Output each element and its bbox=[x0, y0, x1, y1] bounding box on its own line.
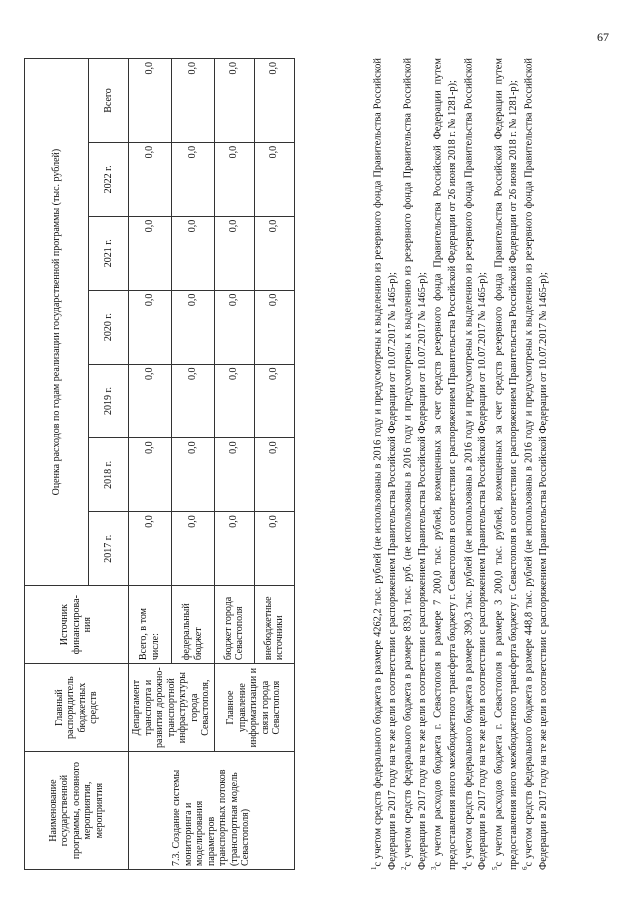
footnote bbox=[370, 58, 400, 870]
value-cell: 0,0 bbox=[171, 512, 214, 586]
executor-cell: Главное управление информатизации и связи города Севастополя bbox=[214, 664, 294, 752]
page-number: 67 bbox=[597, 30, 609, 44]
source-cell: федеральный бюджет bbox=[171, 586, 214, 664]
header-source: Источник финансирова-ния bbox=[25, 586, 129, 664]
value-cell: 0,0 bbox=[129, 512, 172, 586]
value-cell: 0,0 bbox=[254, 290, 294, 364]
value-cell: 0,0 bbox=[129, 290, 172, 364]
value-cell: 0,0 bbox=[171, 216, 214, 290]
value-cell: 0,0 bbox=[214, 290, 254, 364]
value-cell: 0,0 bbox=[171, 142, 214, 216]
value-cell: 0,0 bbox=[214, 216, 254, 290]
value-cell: 0,0 bbox=[129, 59, 172, 143]
footnote-text: с учетом средств федерального бюджета в размере 839,1 тыс. руб. (не использованы в 2016 году и предусмотрены к выделению из резервного фонда Правительства Российской Федерации в 2017 году на те же цели в соответствии с распоряжением Правительства Российской Федерации от 10.07.2017 № 1465-р); bbox=[402, 58, 429, 870]
value-cell: 0,0 bbox=[254, 216, 294, 290]
value-cell: 0,0 bbox=[214, 438, 254, 512]
source-cell: Всего, в том числе: bbox=[129, 586, 172, 664]
value-cell: 0,0 bbox=[171, 59, 214, 143]
value-cell: 0,0 bbox=[254, 59, 294, 143]
footnote-mark: 1 bbox=[370, 866, 378, 870]
source-cell: бюджет города Севастополя bbox=[214, 586, 254, 664]
footnote bbox=[430, 58, 460, 870]
header-year: 2021 г. bbox=[89, 216, 129, 290]
value-cell: 0,0 bbox=[214, 142, 254, 216]
value-cell: 0,0 bbox=[171, 364, 214, 438]
footnote-mark: 6 bbox=[520, 866, 529, 870]
program-cell: 7.3. Создание системы мониторинга и моделирования параметров транспортных потоков (транспортная модель Севастополя) bbox=[129, 752, 295, 870]
footnote-mark: 4 bbox=[460, 866, 469, 870]
value-cell: 0,0 bbox=[129, 364, 172, 438]
footnote-text: с учетом средств федерального бюджета в размере 390,3 тыс. рублей (не использованы в 2016 году и предусмотрены к выделению из резервного фонда Правительства Российской Федерации в 2017 году на те же цели в соответствии с распоряжением Правительства Российской Федерации от 10.07.2017 № 1465-р); bbox=[463, 58, 489, 870]
header-total: Всего bbox=[89, 59, 129, 143]
header-year: 2020 г. bbox=[89, 290, 129, 364]
value-cell: 0,0 bbox=[214, 364, 254, 438]
value-cell: 0,0 bbox=[214, 59, 254, 143]
header-year: 2019 г. bbox=[89, 364, 129, 438]
footnote-text: с учетом средств федерального бюджета в размере 448,8 тыс. рублей (не использованы в 2016 году и предусмотрены к выделению из резервного фонда Правительства Российской Федерации в 2017 году на те же цели в соответствии с распоряжением Правительства Российской Федерации от 10.07.2017 № 1465-р); bbox=[523, 58, 549, 870]
table-row bbox=[214, 59, 254, 870]
rotated-landscape-page bbox=[18, 52, 618, 882]
footnote-mark: 3 bbox=[430, 866, 439, 870]
footnote-text: с учетом расходов бюджета г. Севастополя в размере 3 200,0 тыс. рублей, возмещенных за счет средств резервного фонда Правительства Российской Федерации путем предоставления иного межбюджетного трансферта бюджету г. Севастополя в соответствии с распоряжением Правительства Российской Федерации от 26 июня 2018 г. № 1281-р); bbox=[493, 58, 519, 870]
header-year: 2018 г. bbox=[89, 438, 129, 512]
value-cell: 0,0 bbox=[254, 512, 294, 586]
value-cell: 0,0 bbox=[171, 438, 214, 512]
value-cell: 0,0 bbox=[254, 364, 294, 438]
footnote-text: с учетом расходов бюджета г. Севастополя в размере 7 200,0 тыс. рублей, возмещенных за счет средств резервного фонда Правительства Российской Федерации путем предоставления иного межбюджетного трансферта бюджету г. Севастополя в соответствии с распоряжением Правительства Российской Федерации от 26 июня 2018 г. № 1281-р); bbox=[432, 58, 459, 870]
header-group: Оценка расходов по годам реализации государственной программы (тыс. рублей) bbox=[25, 59, 89, 586]
value-cell: 0,0 bbox=[129, 438, 172, 512]
footnotes bbox=[370, 58, 551, 870]
footnote-mark: 5 bbox=[490, 866, 499, 870]
value-cell: 0,0 bbox=[129, 142, 172, 216]
table-row bbox=[129, 59, 172, 870]
executor-cell: Департамент транспорта и развития дорожно-транспортной инфраструктуры города Севастополя, bbox=[129, 664, 215, 752]
value-cell: 0,0 bbox=[254, 142, 294, 216]
header-year: 2022 г. bbox=[89, 142, 129, 216]
source-cell: внебюджетные источники bbox=[254, 586, 294, 664]
value-cell: 0,0 bbox=[214, 512, 254, 586]
header-executor: Главный распорядитель бюджетных средств bbox=[25, 664, 129, 752]
footnote bbox=[491, 58, 521, 870]
footnote bbox=[400, 58, 430, 870]
header-program: Наименование государственной программы, основного мероприятия, мероприятия bbox=[25, 752, 129, 870]
value-cell: 0,0 bbox=[254, 438, 294, 512]
footnote-text: с учетом средств федерального бюджета в размере 4262,2 тыс. рублей (не использованы в 2016 году и предусмотрены к выделению из резервного фонда Правительства Российской Федерации в 2017 году на те же цели в соответствии с распоряжением Правительства Российской Федерации от 10.07.2017 № 1465-р); bbox=[372, 58, 398, 870]
value-cell: 0,0 bbox=[129, 216, 172, 290]
footnote-mark: 2 bbox=[400, 866, 409, 870]
footnote bbox=[461, 58, 491, 870]
budget-table bbox=[24, 58, 295, 870]
footnote bbox=[521, 58, 551, 870]
value-cell: 0,0 bbox=[171, 290, 214, 364]
header-year: 2017 г. bbox=[89, 512, 129, 586]
